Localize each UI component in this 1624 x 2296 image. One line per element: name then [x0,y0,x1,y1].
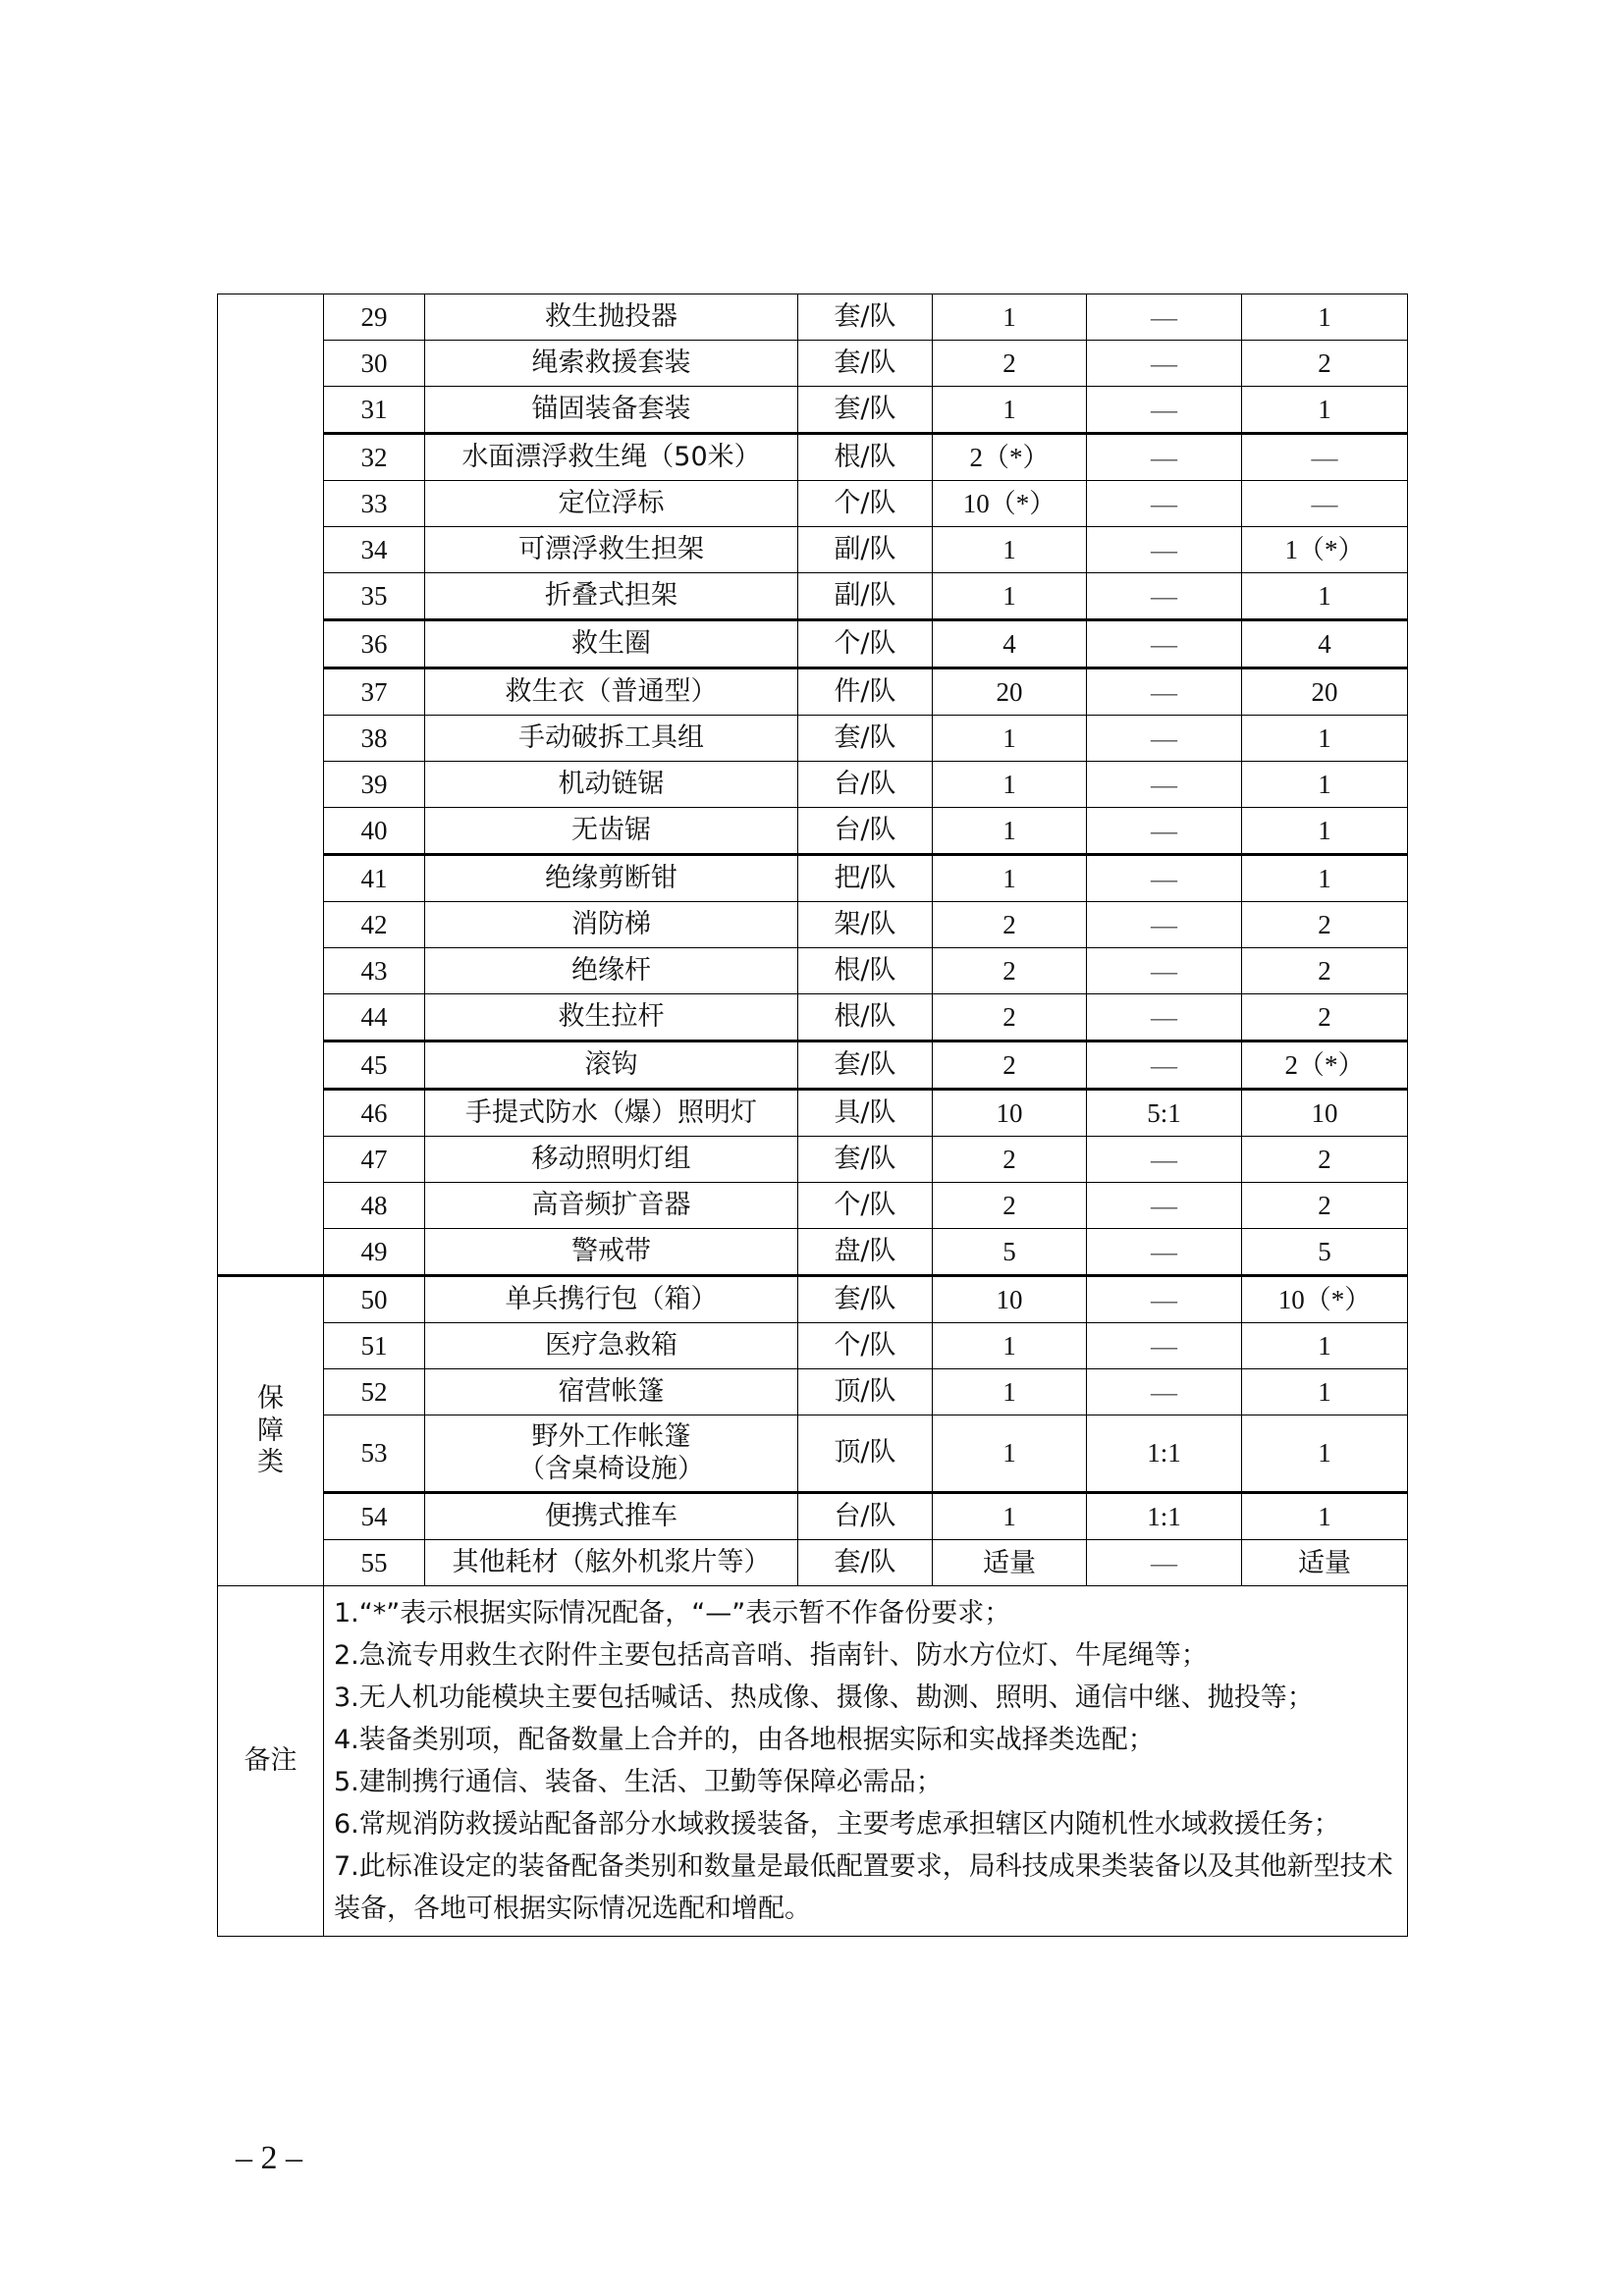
row-number: 53 [324,1415,425,1493]
quantity: 1 [933,716,1087,762]
table-row [218,902,1408,948]
item-name: 单兵携行包（箱） [425,1276,798,1323]
row-number: 51 [324,1323,425,1369]
quantity: 1 [933,762,1087,808]
item-unit: 套/队 [798,1276,933,1323]
quantity: 1 [933,1323,1087,1369]
row-number: 37 [324,668,425,716]
backup-ratio: — [1087,341,1242,387]
table-row [218,668,1408,716]
table-row [218,1540,1408,1586]
category-cell-support [218,1276,324,1586]
table-row [218,573,1408,620]
item-name-line2: （含桌椅设施） [518,1453,704,1484]
table-row [218,994,1408,1041]
station-quantity: 1（*） [1242,527,1408,573]
item-unit: 套/队 [798,716,933,762]
backup-ratio: 1:1 [1087,1415,1242,1493]
station-quantity: 1 [1242,573,1408,620]
table-row [218,1090,1408,1137]
remarks-content [324,1586,1408,1937]
category-char: 类 [257,1447,284,1478]
row-number: 30 [324,341,425,387]
table-row [218,1323,1408,1369]
item-unit: 套/队 [798,1540,933,1586]
page-number: – 2 – [236,2140,302,2176]
backup-ratio: — [1087,294,1242,341]
item-name: 绝缘杆 [425,948,798,994]
backup-ratio: — [1087,855,1242,902]
backup-ratio: — [1087,1323,1242,1369]
backup-ratio: 1:1 [1087,1493,1242,1540]
item-name [425,1415,798,1493]
station-quantity: 2 [1242,1183,1408,1229]
quantity: 2 [933,948,1087,994]
quantity: 1 [933,573,1087,620]
item-name: 定位浮标 [425,481,798,527]
table-row [218,620,1408,668]
backup-ratio: — [1087,620,1242,668]
item-name: 救生拉杆 [425,994,798,1041]
station-quantity: 2 [1242,994,1408,1041]
item-unit: 台/队 [798,808,933,855]
table-row [218,387,1408,434]
backup-ratio: — [1087,1540,1242,1586]
quantity: 5 [933,1229,1087,1276]
station-quantity: 1 [1242,762,1408,808]
remark-item: 6.常规消防救援站配备部分水域救援装备，主要考虑承担辖区内随机性水域救援任务； [334,1809,1340,1840]
item-name: 其他耗材（舷外机浆片等） [425,1540,798,1586]
item-name: 手提式防水（爆）照明灯 [425,1090,798,1137]
backup-ratio: — [1087,387,1242,434]
item-name: 宿营帐篷 [425,1369,798,1415]
row-number: 42 [324,902,425,948]
quantity: 2 [933,341,1087,387]
quantity: 2 [933,1183,1087,1229]
table-row [218,341,1408,387]
quantity: 2（*） [933,434,1087,481]
station-quantity: 10 [1242,1090,1408,1137]
table-row [218,434,1408,481]
item-name: 移动照明灯组 [425,1137,798,1183]
table-row [218,762,1408,808]
quantity: 20 [933,668,1087,716]
row-number: 36 [324,620,425,668]
backup-ratio: — [1087,808,1242,855]
item-unit: 根/队 [798,948,933,994]
row-number: 47 [324,1137,425,1183]
row-number: 40 [324,808,425,855]
category-char: 保 [257,1383,284,1415]
station-quantity: 1 [1242,1415,1408,1493]
item-unit: 套/队 [798,294,933,341]
item-unit: 台/队 [798,1493,933,1540]
item-unit: 顶/队 [798,1369,933,1415]
quantity: 2 [933,1137,1087,1183]
station-quantity: 2 [1242,902,1408,948]
item-unit: 根/队 [798,994,933,1041]
item-name: 警戒带 [425,1229,798,1276]
backup-ratio: — [1087,948,1242,994]
item-name-line1: 野外工作帐篷 [531,1421,691,1453]
quantity: 1 [933,527,1087,573]
row-number: 52 [324,1369,425,1415]
row-number: 32 [324,434,425,481]
table-row [218,1041,1408,1090]
table-row [218,855,1408,902]
backup-ratio: 5:1 [1087,1090,1242,1137]
station-quantity: 4 [1242,620,1408,668]
station-quantity: 5 [1242,1229,1408,1276]
row-number: 29 [324,294,425,341]
backup-ratio: — [1087,573,1242,620]
item-name: 救生抛投器 [425,294,798,341]
table-row [218,481,1408,527]
table-row [218,527,1408,573]
remark-item: 3.无人机功能模块主要包括喊话、热成像、摄像、勘测、照明、通信中继、抛投等； [334,1682,1314,1713]
category-char: 障 [257,1415,284,1446]
quantity: 1 [933,1415,1087,1493]
item-name: 绳索救援套装 [425,341,798,387]
backup-ratio: — [1087,1369,1242,1415]
remark-item: 2.急流专用救生衣附件主要包括高音哨、指南针、防水方位灯、牛尾绳等； [334,1640,1208,1671]
station-quantity: 10（*） [1242,1276,1408,1323]
row-number: 55 [324,1540,425,1586]
category-cell-equipment [218,294,324,1276]
item-name: 机动链锯 [425,762,798,808]
station-quantity: 2 [1242,341,1408,387]
quantity: 2 [933,994,1087,1041]
remarks-label: 备注 [218,1586,324,1937]
backup-ratio: — [1087,994,1242,1041]
backup-ratio: — [1087,527,1242,573]
quantity: 1 [933,1369,1087,1415]
item-unit: 个/队 [798,481,933,527]
station-quantity: 适量 [1242,1540,1408,1586]
item-name: 救生圈 [425,620,798,668]
item-name: 滚钩 [425,1041,798,1090]
row-number: 45 [324,1041,425,1090]
item-unit: 根/队 [798,434,933,481]
station-quantity: 20 [1242,668,1408,716]
item-unit: 件/队 [798,668,933,716]
item-unit: 副/队 [798,527,933,573]
station-quantity: 1 [1242,1493,1408,1540]
backup-ratio: — [1087,1276,1242,1323]
row-number: 49 [324,1229,425,1276]
station-quantity: 1 [1242,387,1408,434]
table-row [218,1369,1408,1415]
backup-ratio: — [1087,668,1242,716]
item-unit: 把/队 [798,855,933,902]
remark-item: 4.装备类别项，配备数量上合并的，由各地根据实际和实战择类选配； [334,1725,1155,1755]
item-name: 锚固装备套装 [425,387,798,434]
table-row [218,294,1408,341]
row-number: 50 [324,1276,425,1323]
table-row [218,1276,1408,1323]
table-row [218,808,1408,855]
item-unit: 套/队 [798,341,933,387]
remark-item: 1.“*”表示根据实际情况配备，“—”表示暂不作备份要求； [334,1598,1011,1629]
table-row [218,716,1408,762]
item-name: 手动破拆工具组 [425,716,798,762]
station-quantity: 1 [1242,808,1408,855]
row-number: 39 [324,762,425,808]
quantity: 1 [933,294,1087,341]
item-name: 无齿锯 [425,808,798,855]
station-quantity: 1 [1242,294,1408,341]
item-unit: 个/队 [798,620,933,668]
remarks-row [218,1586,1408,1937]
item-name: 救生衣（普通型） [425,668,798,716]
station-quantity: 1 [1242,1323,1408,1369]
backup-ratio: — [1087,1137,1242,1183]
backup-ratio: — [1087,1229,1242,1276]
item-name: 医疗急救箱 [425,1323,798,1369]
item-name: 水面漂浮救生绳（50米） [425,434,798,481]
backup-ratio: — [1087,1041,1242,1090]
row-number: 33 [324,481,425,527]
row-number: 41 [324,855,425,902]
row-number: 43 [324,948,425,994]
backup-ratio: — [1087,716,1242,762]
item-unit: 个/队 [798,1183,933,1229]
backup-ratio: — [1087,481,1242,527]
item-unit: 架/队 [798,902,933,948]
item-name: 便携式推车 [425,1493,798,1540]
table-row [218,1415,1408,1493]
station-quantity: 1 [1242,855,1408,902]
remark-item: 7.此标准设定的装备配备类别和数量是最低配置要求，局科技成果类装备以及其他新型技术装备，各地可根据实际情况选配和增配。 [334,1851,1393,1924]
row-number: 31 [324,387,425,434]
remark-item: 5.建制携行通信、装备、生活、卫勤等保障必需品； [334,1767,943,1797]
item-unit: 套/队 [798,387,933,434]
quantity: 10 [933,1090,1087,1137]
item-unit: 套/队 [798,1137,933,1183]
station-quantity: — [1242,481,1408,527]
quantity: 1 [933,387,1087,434]
station-quantity: 2 [1242,948,1408,994]
item-name: 绝缘剪断钳 [425,855,798,902]
item-unit: 台/队 [798,762,933,808]
item-name: 高音频扩音器 [425,1183,798,1229]
table-row [218,1493,1408,1540]
row-number: 54 [324,1493,425,1540]
quantity: 适量 [933,1540,1087,1586]
item-unit: 盘/队 [798,1229,933,1276]
quantity: 2 [933,902,1087,948]
row-number: 44 [324,994,425,1041]
item-unit: 顶/队 [798,1415,933,1493]
quantity: 1 [933,855,1087,902]
item-unit: 个/队 [798,1323,933,1369]
table-row [218,948,1408,994]
table-row [218,1137,1408,1183]
item-name: 可漂浮救生担架 [425,527,798,573]
backup-ratio: — [1087,1183,1242,1229]
row-number: 35 [324,573,425,620]
item-name: 折叠式担架 [425,573,798,620]
row-number: 48 [324,1183,425,1229]
table-row [218,1183,1408,1229]
item-name: 消防梯 [425,902,798,948]
quantity: 10（*） [933,481,1087,527]
item-unit: 套/队 [798,1041,933,1090]
station-quantity: — [1242,434,1408,481]
row-number: 34 [324,527,425,573]
backup-ratio: — [1087,762,1242,808]
quantity: 4 [933,620,1087,668]
quantity: 1 [933,1493,1087,1540]
backup-ratio: — [1087,434,1242,481]
row-number: 38 [324,716,425,762]
item-unit: 副/队 [798,573,933,620]
station-quantity: 1 [1242,716,1408,762]
item-unit: 具/队 [798,1090,933,1137]
quantity: 1 [933,808,1087,855]
station-quantity: 2（*） [1242,1041,1408,1090]
quantity: 2 [933,1041,1087,1090]
row-number: 46 [324,1090,425,1137]
quantity: 10 [933,1276,1087,1323]
station-quantity: 1 [1242,1369,1408,1415]
equipment-table [217,294,1408,1937]
backup-ratio: — [1087,902,1242,948]
table-row [218,1229,1408,1276]
station-quantity: 2 [1242,1137,1408,1183]
